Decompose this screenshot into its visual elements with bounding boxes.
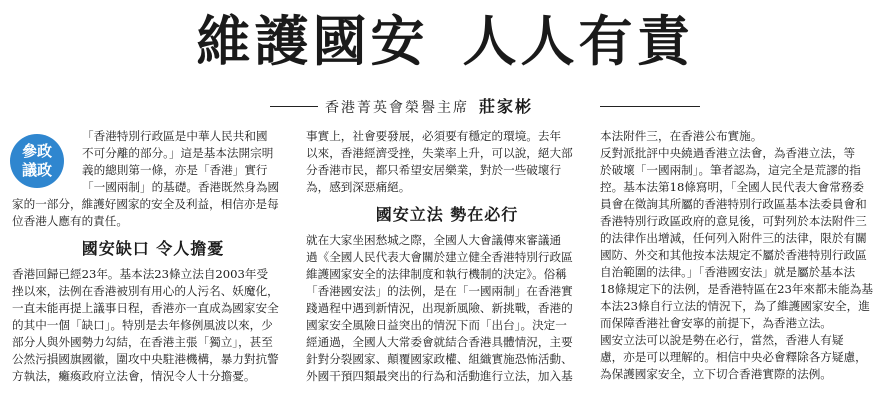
column-badge bbox=[10, 134, 64, 188]
paragraph-line: 而保障香港社會安寧的前提下，為香港立法。 bbox=[600, 316, 832, 330]
paragraph-line: 公然污損國旗國徽，圍攻中央駐港機構，暴力對抗警 bbox=[12, 352, 279, 366]
paragraph-line: 的法律作出增減，任何列入附件三的法律，限於有關 bbox=[600, 231, 867, 245]
paragraph-line: 針對分裂國家、顛覆國家政權、組織實施恐怖活動、 bbox=[306, 352, 573, 366]
paragraph-line: 香港回歸已經23年。基本法23條立法自2003年受 bbox=[12, 267, 269, 281]
paragraph-line: 部分人與外國勢力勾結，在香港主張「獨立」，甚至 bbox=[12, 335, 273, 349]
paragraph-line: 本法附件三，在香港公布實施。 bbox=[600, 129, 763, 143]
section-subhead: 國安立法 勢在必行 bbox=[375, 205, 519, 224]
paragraph-line: 自治範圍的法律。」「香港國安法」就是屬於基本法 bbox=[600, 265, 856, 279]
paragraph-line: 慮，亦是可以理解的。相信中央必會釋除各方疑慮， bbox=[600, 350, 867, 364]
paragraph-line: 外國干預四類最突出的行為和活動進行立法，加入基 bbox=[306, 369, 573, 383]
badge-line-1: 參政 bbox=[21, 142, 52, 160]
paragraph-line: 控。基本法第18條寫明，「全國人民代表大會常務委 bbox=[600, 180, 865, 194]
paragraph-line: 員會在徵詢其所屬的香港特別行政區基本法委員會和 bbox=[600, 197, 867, 211]
paragraph-line: 香港特別行政區政府的意見後，可對列於本法附件三 bbox=[600, 214, 867, 228]
paragraph-line: 位香港人應有的責任。 bbox=[12, 214, 128, 228]
paragraph-line: 本法23條自行立法的情況下，為了維護國家安全，進 bbox=[600, 299, 870, 313]
paragraph-line: 國防、外交和其他按本法規定不屬於香港特別行政區 bbox=[600, 248, 867, 262]
article-column-1 bbox=[12, 128, 294, 385]
paragraph-line: 為，感到深惡痛絕。 bbox=[306, 180, 411, 194]
paragraph-line: 維護國家安全的法律制度和執行機制的決定》。俗稱 bbox=[306, 267, 567, 281]
byline-row bbox=[0, 96, 891, 118]
byline-role: 香港菁英會榮譽主席 bbox=[325, 100, 469, 116]
headline bbox=[0, 6, 891, 76]
paragraph-line: 反對派批評中央繞過香港立法會，為香港立法，等 bbox=[600, 146, 856, 160]
paragraph-line: 國安立法可以說是勢在必行，當然，香港人有疑 bbox=[600, 333, 844, 347]
headline-part2: 人人有責 bbox=[462, 9, 695, 73]
paragraph-line: 事實上，社會要發展，必須要有穩定的環境。去年 bbox=[306, 129, 562, 143]
headline-part1: 維護國安 bbox=[196, 9, 429, 73]
paragraph-line: 就在大家坐困愁城之際，全國人大會議傳來審議通 bbox=[306, 233, 562, 247]
paragraph-line: 義的總則第一條，亦是「香港」實行 bbox=[82, 163, 268, 177]
paragraph-line: 一直未能再提上議事日程，香港亦一直成為國家安全 bbox=[12, 301, 279, 315]
paragraph-line: 分香港市民，都只希望安居樂業，對於一些破壞行 bbox=[306, 163, 562, 177]
paragraph-line: 的其中一個「缺口」。特別是去年修例風波以來，少 bbox=[12, 318, 273, 332]
badge-line-2: 議政 bbox=[21, 161, 52, 179]
byline-rule-right bbox=[600, 106, 700, 107]
paragraph-line: 國家安全風險日益突出的情況下而「出台」。決定一 bbox=[306, 318, 567, 332]
paragraph-line: 經通過，全國人大常委會就結合香港具體情況，主要 bbox=[306, 335, 573, 349]
paragraph-line: 以來，香港經濟受挫，失業率上升，可以說，絕大部 bbox=[306, 146, 573, 160]
paragraph-line: 於破壞「一國兩制」。筆者認為，這完全是荒謬的指 bbox=[600, 163, 861, 177]
paragraph-line: 過《全國人民代表大會關於建立健全香港特別行政區 bbox=[306, 250, 573, 264]
paragraph-line: 挫以來，法例在香港被別有用心的人污名、妖魔化， bbox=[12, 284, 279, 298]
article-column-2 bbox=[306, 128, 588, 385]
paragraph-line: 「一國兩制」的基礎。香港既然身為國 bbox=[82, 180, 280, 194]
section-subhead: 國安缺口 令人擔憂 bbox=[81, 239, 225, 258]
paragraph-line: 「香港特別行政區是中華人民共和國 bbox=[82, 129, 268, 143]
byline-author: 莊家彬 bbox=[479, 97, 534, 116]
paragraph-line: 踐過程中遇到新情況，出現新風險、新挑戰，香港的 bbox=[306, 301, 573, 315]
paragraph-line: 「香港國安法」的法例，是在「一國兩制」在香港實 bbox=[306, 284, 573, 298]
paragraph-line: 家的一部分，維護好國家的安全及利益，相信亦是每 bbox=[12, 197, 279, 211]
byline-rule-left bbox=[270, 106, 318, 107]
paragraph-line: 18條規定下的法例，是香港特區在23年來都未能為基 bbox=[600, 282, 873, 296]
paragraph-line: 為保護國家安全，立下切合香港實際的法例。 bbox=[600, 367, 832, 381]
paragraph-line: 方執法，癱瘓政府立法會，情況令人十分擔憂。 bbox=[12, 369, 256, 383]
byline bbox=[325, 96, 533, 119]
paragraph-line: 不可分離的部分。」這是基本法開宗明 bbox=[82, 146, 274, 160]
article-column-3 bbox=[600, 128, 882, 383]
